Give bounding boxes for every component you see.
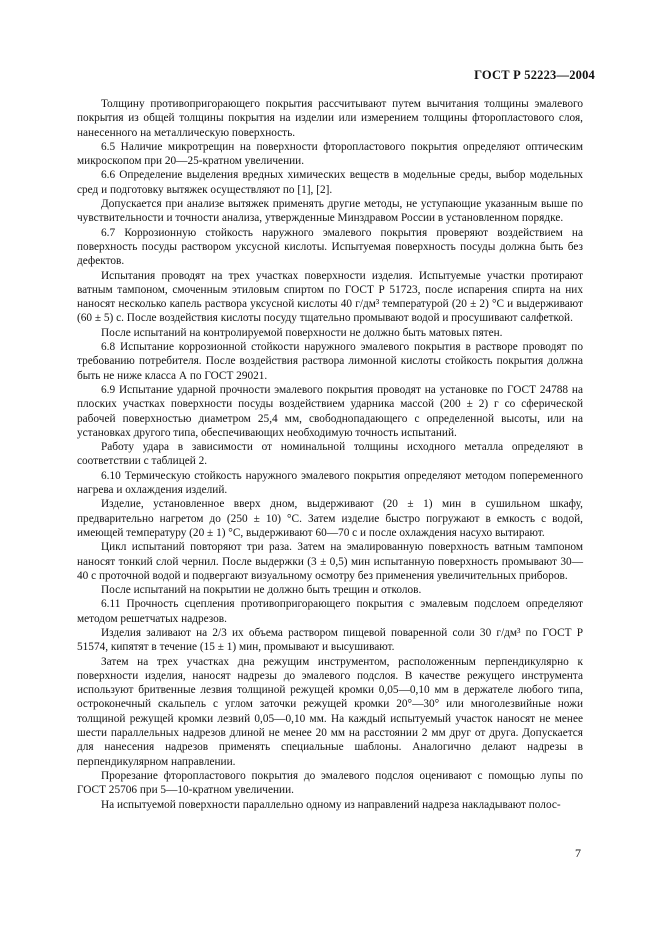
paragraph: После испытаний на покрытии не должно быть трещин и отколов.: [101, 584, 422, 597]
page-number: 7: [575, 846, 581, 860]
paragraph: 6.10 Термическую стойкость наружного эмалевого покрытия определяют методом попеременного нагрева и охлаждения изделий.: [77, 469, 583, 497]
paragraph: Цикл испытаний повторяют три раза. Затем на эмалированную поверхность ватным тампоном наносят тонкий слой чернил. После выдержки (3 ± 0,5) мин испытанную поверхность промывают 30—40 с проточной водой и подвергают визуальному осмотру без применения увеличительных приборов.: [77, 541, 583, 582]
paragraph: Толщину противопригорающего покрытия рассчитывают путем вычитания толщины эмалевого покрытия из общей толщины покрытия на изделии или измерением толщины фторопластового слоя, нанесенного на металлическую поверхность.: [77, 98, 583, 139]
paragraph: 6.6 Определение выделения вредных химических веществ в модельные среды, выбор модельных сред и подготовку вытяжек осуществляют по [1], [2].: [77, 169, 583, 196]
paragraph: Затем на трех участках дна режущим инструментом, расположенным перпендикулярно к поверхности изделия, наносят надрезы до эмалевого подслоя. В качестве режущего инструмента используют бритвенные лезвия толщиной режущей кромки 0,05—0,10 мм в держателе любого типа, остроконечный скальпель с углом заточки режущей кромки 20°—30° или многолезвийные ножи толщиной режущей кромки лезвий 0,05—0,10 мм. На каждый испытуемый участок наносят не менее шести параллельных надрезов длиной не менее 20 мм на расстоянии 2 мм друг от друга. Допускается для нанесения надрезов применять специальные шаблоны. Аналогично делают надрезы в перпендикулярном направлении.: [77, 655, 583, 768]
paragraph: Допускается при анализе вытяжек применять другие методы, не уступающие указанным выше по чувствительности и точности анализа, утвержденные Минздравом России в установленном порядке.: [77, 198, 583, 225]
document-header: ГОСТ Р 52223—2004: [474, 68, 595, 82]
paragraph: Испытания проводят на трех участках поверхности изделия. Испытуемые участки протирают ватным тампоном, смоченным этиловым спиртом по ГОСТ Р 51723, после испарения спирта на них наносят несколько капель раствора уксусной кислоты 40 г/дм³ температурой (20 ± 2) °С и выдерживают (60 ± 5) с. После воздействия кислоты посуду тщательно промывают водой и просушивают салфеткой.: [77, 269, 583, 325]
paragraph: Прорезание фторопластового покрытия до эмалевого подслоя оценивают с помощью лупы по ГОСТ 25706 при 5—10-кратном увеличении.: [77, 769, 583, 797]
paragraph: Изделие, установленное вверх дном, выдерживают (20 ± 1) мин в сушильном шкафу, предварительно нагретом до (250 ± 10) °С. Затем изделие быстро погружают в емкость с водой, имеющей температуру (20 ± 1) °С, выдерживают 60—70 с и после охлаждения насухо вытирают.: [77, 498, 583, 539]
paragraph: 6.9 Испытание ударной прочности эмалевого покрытия проводят на установке по ГОСТ 24788 на плоских участках поверхности посуды воздействием ударника массой (200 ± 2) г со сферической рабочей поверхностью диаметром 25,4 мм, свободнопадающего с определенной высоты, или на установках другого типа, обеспечивающих необходимую точность испытаний.: [77, 383, 583, 439]
paragraph: Работу удара в зависимости от номинальной толщины исходного металла определяют в соответствии с таблицей 2.: [77, 441, 583, 468]
body-text: [77, 97, 583, 812]
paragraph: 6.7 Коррозионную стойкость наружного эмалевого покрытия проверяют воздействием на поверхность посуды раствором уксусной кислоты. Испытуемая поверхность посуды должна быть без дефектов.: [77, 226, 583, 268]
paragraph: На испытуемой поверхности параллельно одному из направлений надреза накладывают полос-: [101, 798, 561, 811]
paragraph: Изделия заливают на 2/3 их объема раствором пищевой поваренной соли 30 г/дм³ по ГОСТ Р 51574, кипятят в течение (15 ± 1) мин, промывают и высушивают.: [77, 626, 583, 654]
paragraph: 6.8 Испытание коррозионной стойкости наружного эмалевого покрытия в растворе проводят по требованию потребителя. После воздействия раствора лимонной кислоты стойкость покрытия должна быть не ниже класса А по ГОСТ 29021.: [77, 341, 583, 382]
paragraph: После испытаний на контролируемой поверхности не должно быть матовых пятен.: [101, 326, 503, 339]
paragraph: 6.5 Наличие микротрещин на поверхности фторопластового покрытия определяют оптическим микроскопом при 20—25-кратном увеличении.: [77, 140, 583, 168]
paragraph: 6.11 Прочность сцепления противопригорающего покрытия с эмалевым подслоем определяют методом решетчатых надрезов.: [77, 598, 583, 625]
